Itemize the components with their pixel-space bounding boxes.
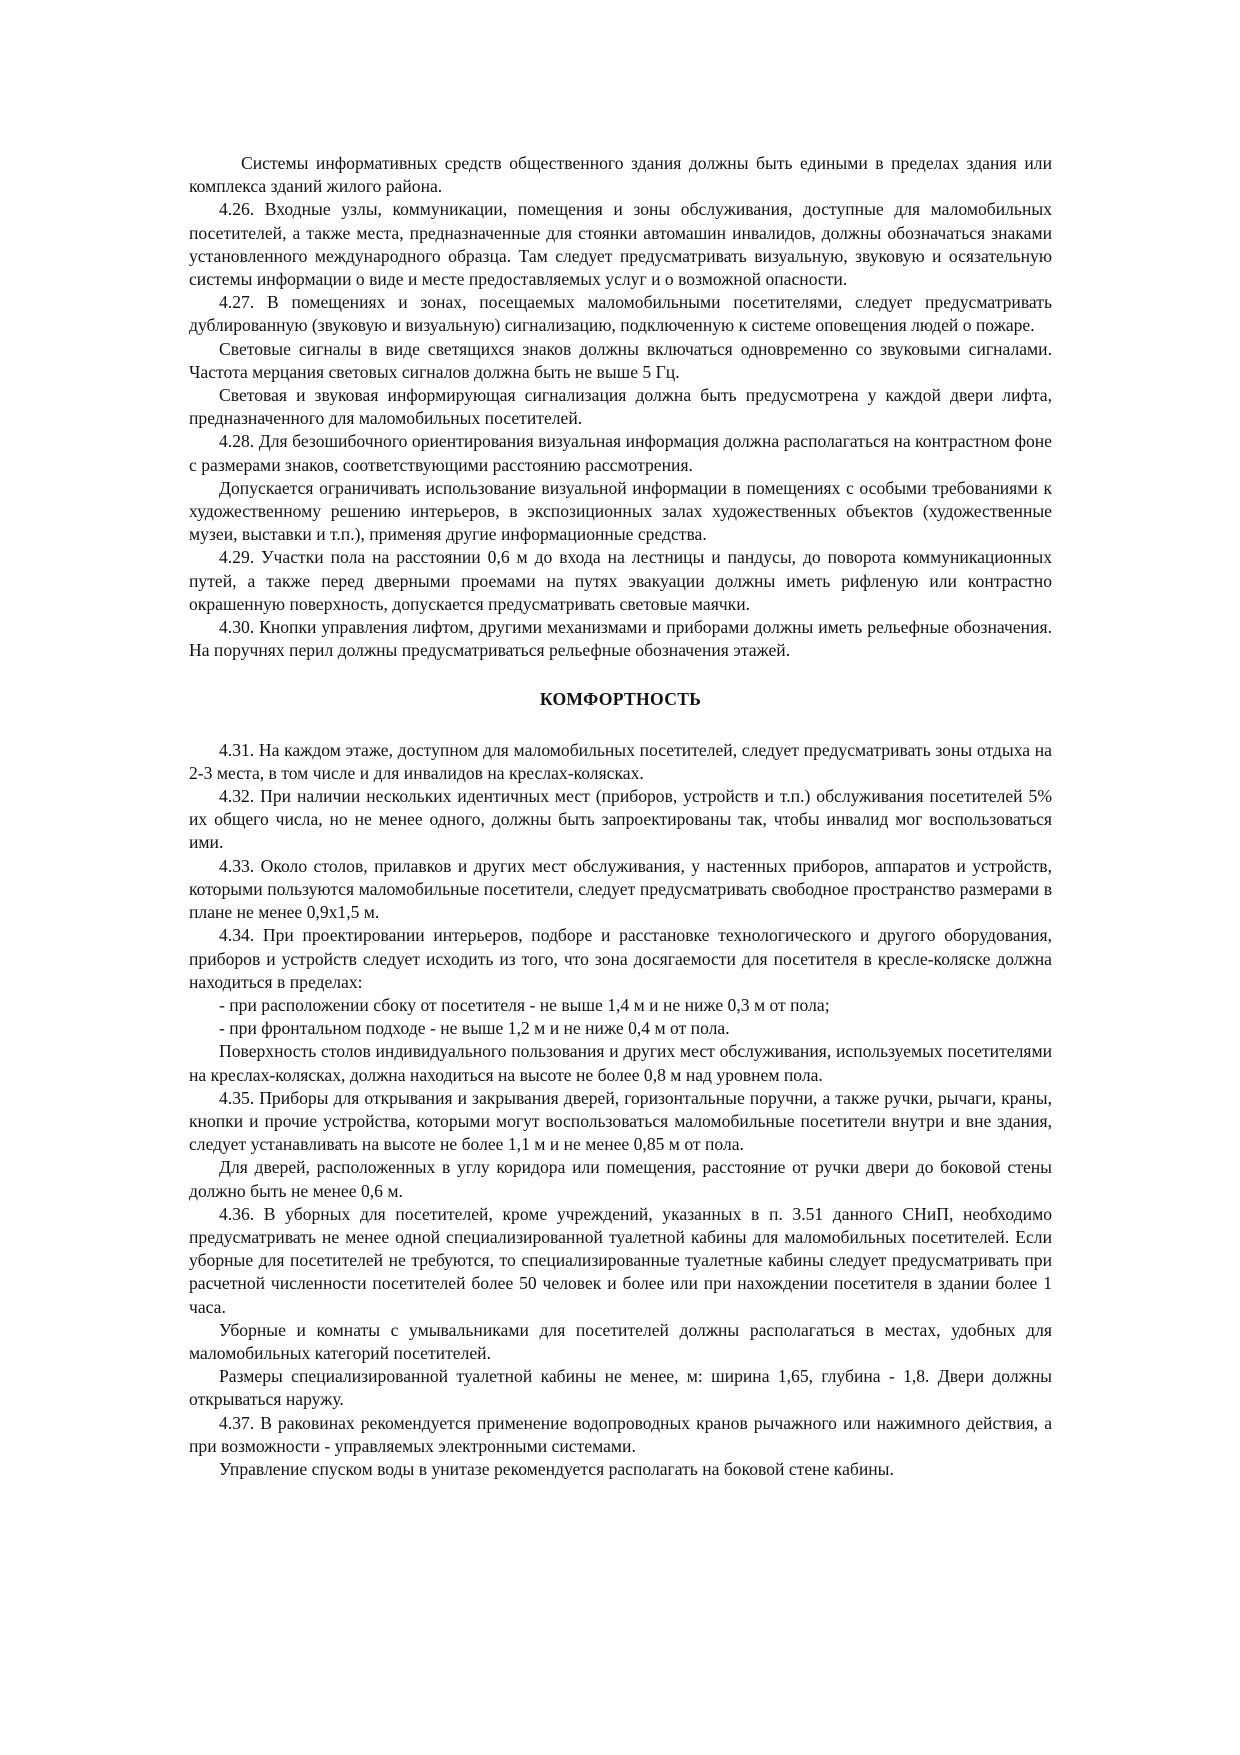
section-heading: КОМФОРТНОСТЬ [539,689,702,710]
paragraph-4-32: 4.32. При наличии нескольких идентичных мест (приборов, устройств и т.п.) обслуживания посетителей 5% их общего числа, но не менее одного, должны быть запроектированы так, чтобы инвалид мог воспользоваться ими. [189,786,1052,853]
paragraph-visual-info-limits: Допускается ограничивать использование визуальной информации в помещениях с особыми требованиями к художественному решению интерьеров, в экспозиционных залах художественных объектов (художественные музеи, выставки и т.п.), применяя другие информационные средства. [189,477,1052,545]
paragraph-4-29: 4.29. Участки пола на расстоянии 0,6 м до входа на лестницы и пандусы, до поворота коммуникационных путей, а также перед дверными проемами на путях эвакуации должны иметь рифленую или контрастно окрашенную поверхность, допускается предусматривать световые маячки. [189,547,1052,614]
paragraph-4-28: 4.28. Для безошибочного ориентирования визуальная информация должна располагаться на контрастном фоне с размерами знаков, соответствующими расстоянию рассмотрения. [189,431,1052,475]
paragraph-light-signals: Световые сигналы в виде светящихся знаков должны включаться одновременно со звуковыми сигналами. Частота мерцания световых сигналов должна быть не выше 5 Гц. [189,338,1052,382]
paragraph-4-27: 4.27. В помещениях и зонах, посещаемых маломобильными посетителями, следует предусматривать дублированную (звуковую и визуальную) сигнализацию, подключенную к системе оповещения людей о пожаре. [189,292,1052,336]
paragraph-4-37: 4.37. В раковинах рекомендуется применение водопроводных кранов рычажного или нажимного действия, а при возможности - управляемых электронными системами. [189,1412,1052,1456]
paragraph-4-35: 4.35. Приборы для открывания и закрывания дверей, горизонтальные поручни, а также ручки, рычаги, краны, кнопки и прочие устройства, которыми могут воспользоваться маломобильные посетители внутри и вне здания, следует устанавливать на высоте не более 1,1 м и не менее 0,85 м от пола. [189,1087,1052,1155]
paragraph-door-handle-distance: Для дверей, расположенных в углу коридора или помещения, расстояние от ручки двери до боковой стены должно быть не менее 0,6 м. [189,1157,1052,1201]
paragraph-4-36: 4.36. В уборных для посетителей, кроме учреждений, указанных в п. 3.51 данного СНиП, необходимо предусматривать не менее одной специализированной туалетной кабины для маломобильных посетителей. Если уборные для посетителей не требуются, то специализированные туалетные кабины следует предусматривать при расчетной численности посетителей более 50 человек и более или при нахождении посетителя в здании более 1 часа. [189,1203,1052,1317]
paragraph-elevator-signals: Световая и звуковая информирующая сигнализация должна быть предусмотрена у каждой двери лифта, предназначенного для маломобильных посетителей. [189,385,1052,429]
paragraph-flush-control: Управление спуском воды в унитазе рекомендуется располагать на боковой стене кабины. [219,1458,894,1479]
document-page [189,152,1052,1481]
paragraph-4-26: 4.26. Входные узлы, коммуникации, помещения и зоны обслуживания, доступные для маломобильных посетителей, а также места, предназначенные для стоянки автомашин инвалидов, должны обозначаться знаками установленного международного образца. Там следует предусматривать визуальную, звуковую и осязательную системы информации о виде и месте предоставляемых услуг и о возможной опасности. [189,199,1052,290]
paragraph-cabin-dimensions: Размеры специализированной туалетной кабины не менее, м: ширина 1,65, глубина - 1,8. Двери должны открываться наружу. [189,1366,1052,1410]
paragraph-restroom-location: Уборные и комнаты с умывальниками для посетителей должны располагаться в местах, удобных для маломобильных категорий посетителей. [189,1319,1052,1363]
paragraph-table-height: Поверхность столов индивидуального пользования и других мест обслуживания, используемых посетителями на креслах-колясках, должна находиться на высоте не более 0,8 м над уровнем пола. [189,1041,1052,1085]
list-item-side-reach: - при расположении сбоку от посетителя - не выше 1,4 м и не ниже 0,3 м от пола; [219,994,830,1015]
paragraph-4-34: 4.34. При проектировании интерьеров, подборе и расстановке технологического и другого оборудования, приборов и устройств следует исходить из того, что зона досягаемости для посетителя в кресле-коляске должна находиться в пределах: [189,925,1052,992]
paragraph-4-30: 4.30. Кнопки управления лифтом, другими механизмами и приборами должны иметь рельефные обозначения. На поручнях перил должны предусматриваться рельефные обозначения этажей. [189,617,1052,661]
list-item-front-reach: - при фронтальном подходе - не выше 1,2 м и не ниже 0,4 м от пола. [219,1018,730,1039]
paragraph-4-33: 4.33. Около столов, прилавков и других мест обслуживания, у настенных приборов, аппаратов и устройств, которыми пользуются маломобильные посетители, следует предусматривать свободное пространство размерами в плане не менее 0,9х1,5 м. [189,855,1052,923]
paragraph-4-31: 4.31. На каждом этаже, доступном для маломобильных посетителей, следует предусматривать зоны отдыха на 2-3 места, в том числе и для инвалидов на креслах-колясках. [189,739,1052,783]
paragraph-info-systems: Системы информативных средств общественного здания должны быть едиными в пределах здания или комплекса зданий жилого района. [189,153,1052,197]
